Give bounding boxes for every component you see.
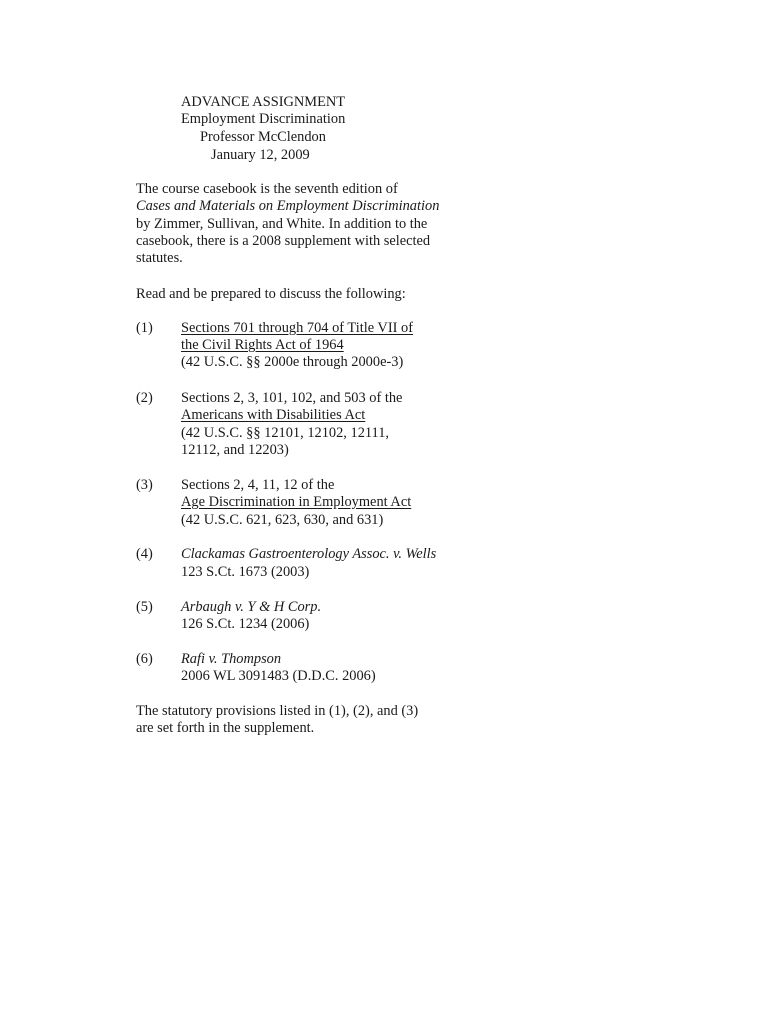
intro-line: The course casebook is the seventh edition of (136, 181, 398, 197)
item-title: Americans with Disabilities Act (181, 407, 366, 423)
item-title: Sections 701 through 704 of Title VII of (181, 320, 413, 336)
document-title: ADVANCE ASSIGNMENT (181, 94, 346, 110)
item-number: (3) (136, 477, 153, 493)
item-title: the Civil Rights Act of 1964 (181, 337, 344, 353)
intro-line: casebook, there is a 2008 supplement with selected (136, 233, 431, 249)
item-sections: Sections 2, 3, 101, 102, and 503 of the (181, 390, 403, 406)
item-citation: (42 U.S.C. §§ 12101, 12102, 12111, (181, 425, 390, 441)
item-number: (2) (136, 390, 153, 406)
case-name: Clackamas Gastroenterology Assoc. v. Wells (181, 546, 437, 562)
item-citation: 126 S.Ct. 1234 (2006) (181, 616, 310, 632)
intro-line: statutes. (136, 250, 183, 266)
item-number: (6) (136, 651, 153, 667)
item-title: Age Discrimination in Employment Act (181, 494, 412, 510)
casebook-title: Cases and Materials on Employment Discrimination (136, 198, 440, 214)
professor-name: Professor McClendon (200, 129, 326, 145)
item-citation: 12112, and 12203) (181, 442, 289, 458)
item-number: (1) (136, 320, 153, 336)
item-sections: Sections 2, 4, 11, 12 of the (181, 477, 335, 493)
item-citation: (42 U.S.C. §§ 2000e through 2000e-3) (181, 354, 404, 370)
item-citation: 2006 WL 3091483 (D.D.C. 2006) (181, 668, 376, 684)
case-name: Arbaugh v. Y & H Corp. (181, 599, 322, 615)
course-name: Employment Discrimination (181, 111, 346, 127)
reading-instruction: Read and be prepared to discuss the following: (136, 286, 406, 302)
item-number: (4) (136, 546, 153, 562)
intro-line: by Zimmer, Sullivan, and White. In addition to the (136, 216, 428, 232)
item-citation: (42 U.S.C. 621, 623, 630, and 631) (181, 512, 384, 528)
document-date: January 12, 2009 (211, 147, 310, 163)
item-citation: 123 S.Ct. 1673 (2003) (181, 564, 310, 580)
case-name: Rafi v. Thompson (181, 651, 282, 667)
item-number: (5) (136, 599, 153, 615)
closing-line: The statutory provisions listed in (1), (2), and (3) (136, 703, 419, 719)
closing-line: are set forth in the supplement. (136, 720, 315, 736)
